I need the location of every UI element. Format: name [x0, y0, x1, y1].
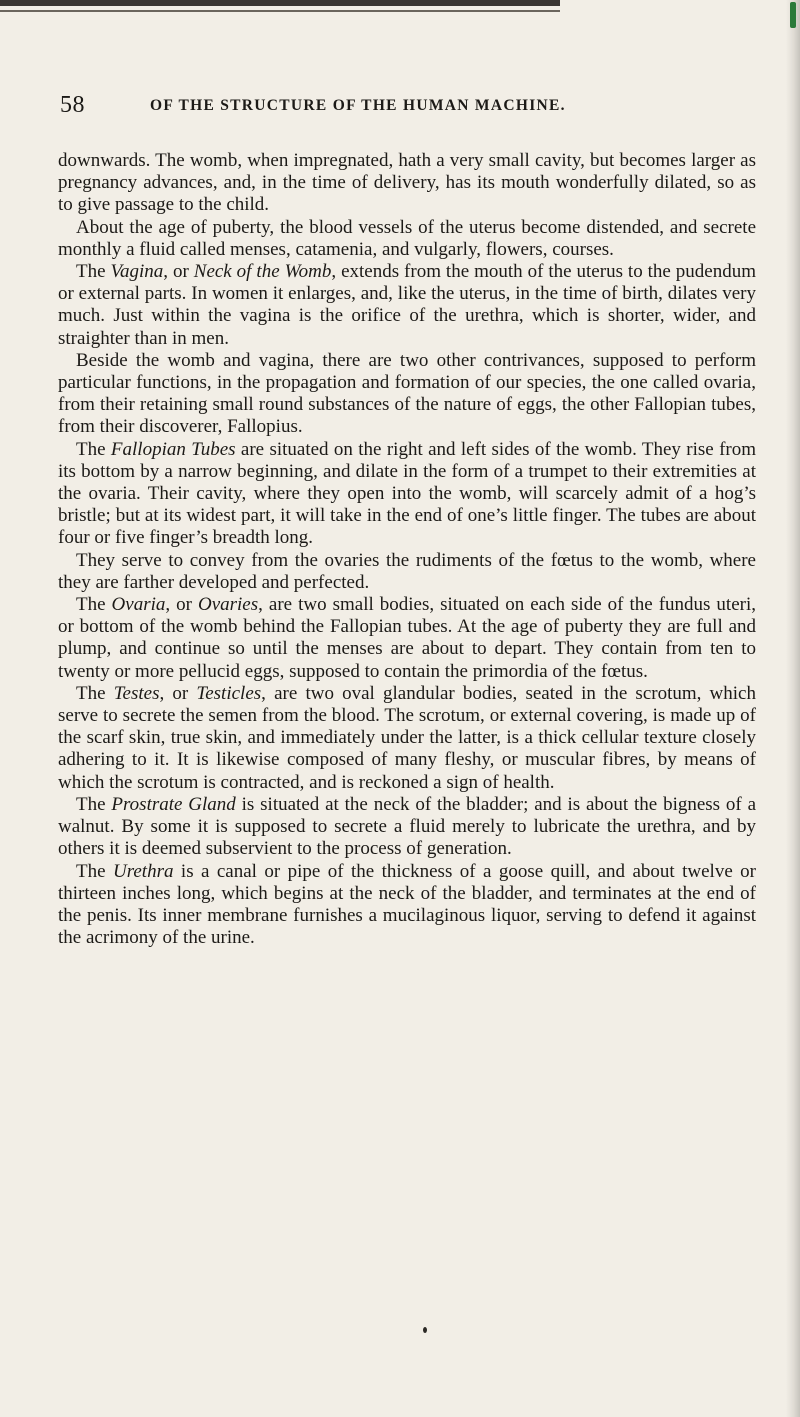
top-border-rule-thin [0, 10, 560, 12]
paragraph-lead: The [76, 594, 112, 616]
paragraph-connector: , or [159, 682, 197, 704]
term-prostrate-gland: Prostrate Gland [111, 793, 236, 815]
paragraph-text: , are two oval glandular bodies, seated in the scrotum, which serve to secrete the semen from the blood. The scrotum, or external covering, is made up of the scarf skin, true skin, and immediately under the latter, is a thick cellular texture closely adhering to it. It is likewise composed of many fleshy, or muscular fibres, by means of which the scrotum is contracted, and is reckoned a sign of health. [58, 682, 756, 793]
top-border-rule [0, 0, 560, 6]
term-urethra: Urethra [112, 860, 174, 882]
corner-tab-mark [790, 2, 796, 28]
paragraph-connector: , or [165, 594, 198, 616]
paragraph-testes [58, 683, 756, 794]
paragraph-text: downwards. The womb, when impregnated, hath a very small cavity, but becomes larger as pregnancy advances, and, in the time of delivery, has its mouth wonderfully dilated, so as to give passage to the child. [58, 150, 756, 216]
paragraph-vagina [58, 261, 756, 350]
term-neck-of-womb: Neck of the Womb [193, 261, 332, 283]
paragraph-tube-function [58, 550, 756, 594]
term-ovaria: Ovaria [111, 594, 166, 616]
paragraph-text: is situated at the neck of the bladder; and is about the bigness of a walnut. By some it is supposed to secrete a fluid merely to lubricate the urethra, and by others it is deemed subservient to the process of generation. [58, 793, 757, 860]
paragraph-lead: The [76, 793, 112, 815]
term-ovaries: Ovaries [197, 594, 259, 616]
running-head: OF THE STRUCTURE OF THE HUMAN MACHINE. [150, 97, 566, 114]
paragraph-fallopian-tubes [58, 439, 756, 550]
page-header [60, 90, 760, 120]
paragraph-lead: The [76, 682, 114, 704]
term-vagina: Vagina [110, 261, 164, 283]
paragraph-contrivances [58, 350, 756, 439]
paragraph-prostrate-gland [58, 794, 756, 861]
paragraph-lead: The [76, 261, 111, 283]
paragraph-menses [58, 217, 756, 261]
term-fallopian-tubes: Fallopian Tubes [110, 438, 236, 460]
paragraph-text: is a canal or pipe of the thickness of a goose quill, and about twelve or thirteen inches long, which begins at the neck of the bladder, and terminates at the end of the penis. Its inner membrane furnishes a mucilaginous liquor, serving to defend it against the acrimony of the urine. [58, 860, 757, 949]
paragraph-text: , are two small bodies, situated on each side of the fundus uteri, or bottom of the womb behind the Fallopian tubes. At the age of puberty they are full and plump, and continue so until the menses are about to depart. They contain from ten to twenty or more pellucid eggs, supposed to contain the primordia of the fœtus. [58, 594, 756, 682]
paragraph-text: Beside the womb and vagina, there are two other contrivances, supposed to perform particular functions, in the propagation and formation of our species, the one called ovaria, from their retaining small round substances of the nature of eggs, the other Fallopian tubes, from their discoverer, Fallopius. [58, 349, 756, 438]
paragraph-text: They serve to convey from the ovaries the rudiments of the fœtus to the womb, where they are farther developed and perfected. [58, 549, 756, 593]
printer-mark [423, 1327, 427, 1333]
paragraph-text: are situated on the right and left sides of the womb. They rise from its bottom by a narrow beginning, and dilate in the form of a trumpet to their extremities at the ovaria. Their cavity, where they open into the womb, will scarcely admit of a hog’s bristle; but at its widest part, it will take in the end of one’s little finger. The tubes are about four or five finger’s breadth long. [58, 438, 757, 549]
paragraph-lead: The [76, 860, 113, 882]
body-text [58, 150, 756, 949]
page-edge-shadow [786, 0, 800, 1417]
paragraph-connector: , or [163, 261, 194, 283]
paragraph-text: , extends from the mouth of the uterus to the pudendum or external parts. In women it enlarges, and, like the uterus, in the time of birth, dilates very much. Just within the vagina is the orifice of the urethra, which is shorter, wider, and straighter than in men. [58, 261, 757, 349]
paragraph-text: About the age of puberty, the blood vessels of the uterus become distended, and secrete monthly a fluid called menses, catamenia, and vulgarly, flowers, courses. [58, 216, 756, 260]
paragraph-continuation [58, 150, 756, 217]
paragraph-lead: The [76, 438, 111, 460]
paragraph-ovaria [58, 594, 756, 683]
term-testicles: Testicles [196, 682, 262, 704]
term-testes: Testes [113, 682, 160, 704]
paragraph-urethra [58, 861, 756, 950]
page-number: 58 [60, 92, 85, 118]
